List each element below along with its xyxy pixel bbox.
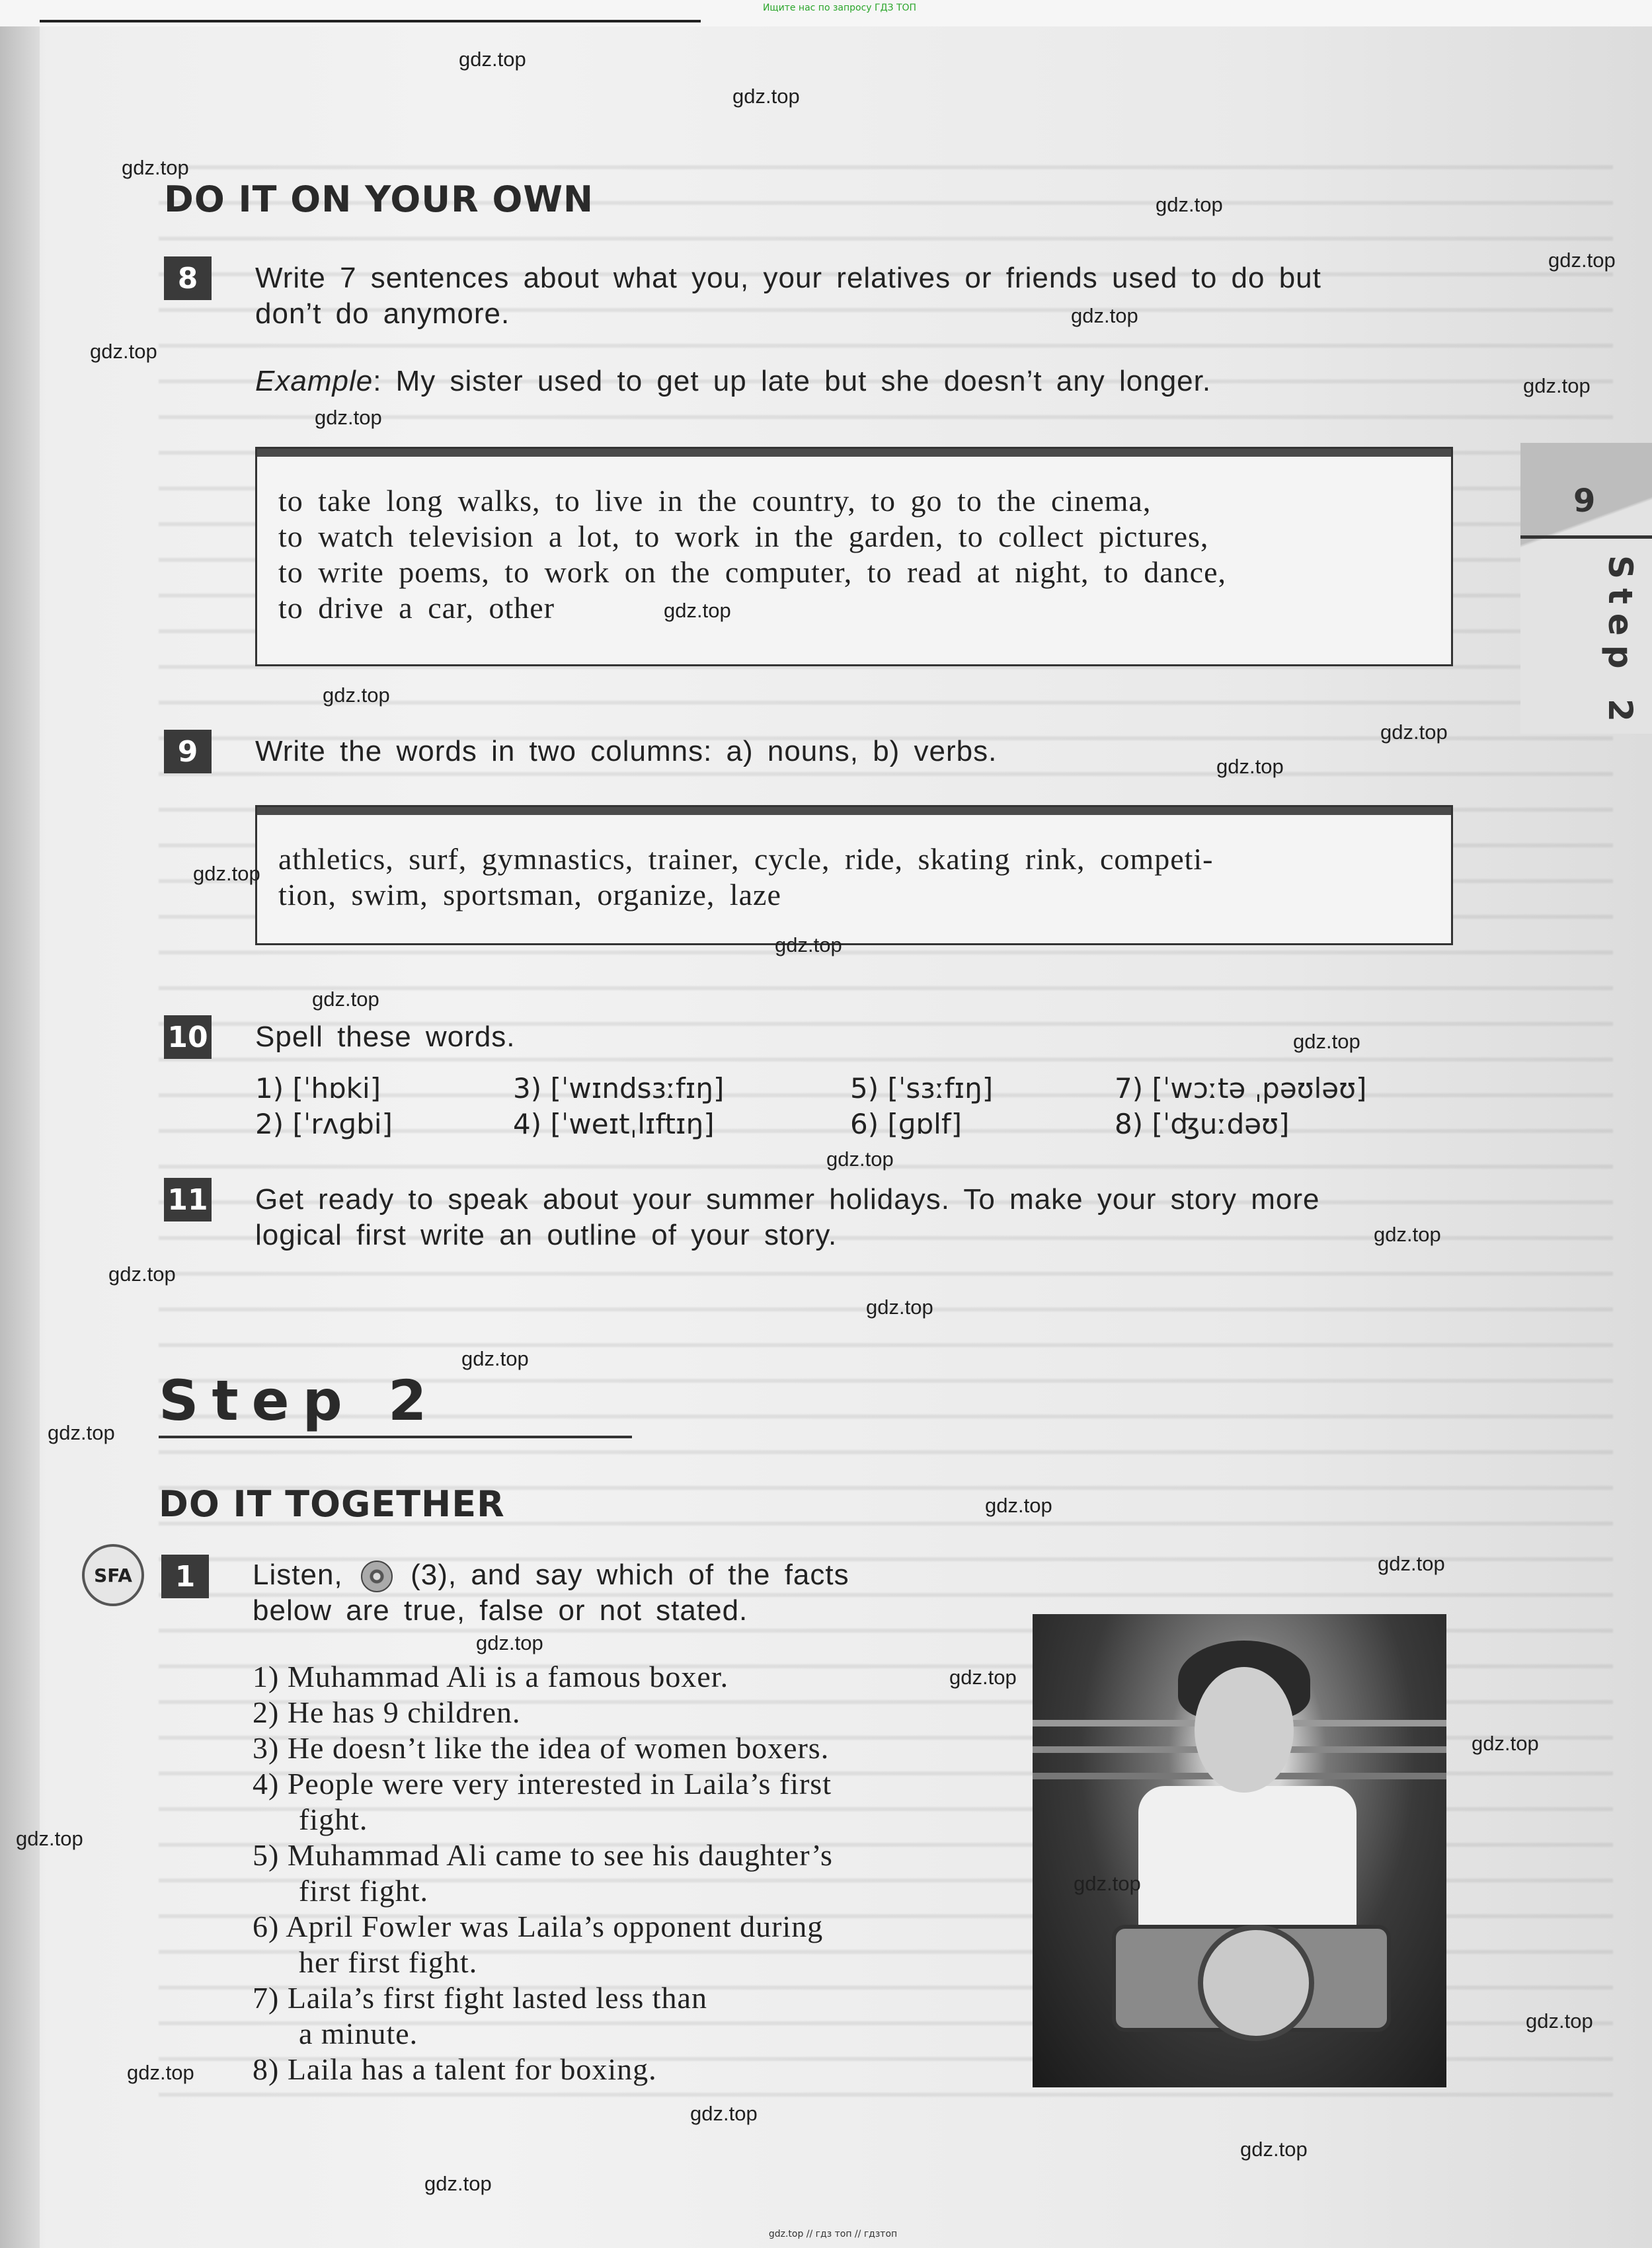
task-8-line-1: Write 7 sentences about what you, your relatives or friends used to do but xyxy=(255,262,1321,294)
phonetic-word-1: 1) [ˈhɒki] xyxy=(255,1072,381,1105)
fact-7-cont: a minute. xyxy=(299,2017,418,2050)
fact-3: 3) He doesn’t like the idea of women boxers. xyxy=(253,1731,830,1765)
bottom-link[interactable]: gdz.top // гдз топ // гдзтоп xyxy=(768,2229,898,2239)
task-1-line-1 xyxy=(253,1557,1013,1593)
watermark: gdz.top xyxy=(323,683,390,707)
fact-7: 7) Laila’s first fight lasted less than xyxy=(253,1981,707,2015)
page-binding-edge xyxy=(0,0,40,2248)
championship-belt-plate xyxy=(1198,1925,1314,2041)
side-tab xyxy=(1520,443,1652,734)
watermark: gdz.top xyxy=(424,2172,492,2195)
watermark: gdz.top xyxy=(664,599,731,622)
fact-1: 1) Muhammad Ali is a famous boxer. xyxy=(253,1660,729,1693)
boxer-face xyxy=(1195,1667,1294,1793)
word-box-8-line-2: to watch television a lot, to work in the garden, to collect pictures, xyxy=(278,520,1209,553)
task-number-9: 9 xyxy=(164,730,212,773)
phonetic-word-8: 8) [ˈʤuːdəʊ] xyxy=(1115,1108,1290,1140)
watermark: gdz.top xyxy=(1240,2138,1308,2161)
word-box-8-line-3: to write poems, to work on the computer, to read at night, to dance, xyxy=(278,555,1227,589)
task-11-line-2: logical first write an outline of your story. xyxy=(255,1219,838,1251)
watermark: gdz.top xyxy=(1378,1552,1445,1575)
word-box-8-line-4: to drive a car, other xyxy=(278,591,555,625)
watermark: gdz.top xyxy=(732,85,800,108)
watermark: gdz.top xyxy=(1293,1030,1360,1053)
side-tab-number: 9 xyxy=(1573,483,1596,520)
task-number-8: 8 xyxy=(164,256,212,300)
task-11-line-1: Get ready to speak about your summer holidays. To make your story more xyxy=(255,1183,1320,1216)
task-9-text: Write the words in two columns: a) nouns, b) verbs. xyxy=(255,735,998,767)
phonetic-word-6: 6) [ɡɒlf] xyxy=(850,1108,963,1140)
task-8-text xyxy=(255,260,1458,332)
fact-4: 4) People were very interested in Laila’s first xyxy=(253,1767,832,1801)
watermark: gdz.top xyxy=(1074,1872,1141,1895)
watermark: gdz.top xyxy=(1374,1223,1441,1246)
watermark: gdz.top xyxy=(690,2102,758,2125)
watermark: gdz.top xyxy=(315,406,382,429)
task-8-line-2: don’t do anymore. xyxy=(255,297,510,330)
watermark: gdz.top xyxy=(1216,755,1284,778)
step-title-rule xyxy=(159,1436,632,1438)
fact-5-cont: first fight. xyxy=(299,1874,428,1908)
word-box-9-line-2: tion, swim, sportsman, organize, laze xyxy=(278,878,781,911)
top-rule xyxy=(40,20,701,22)
section-heading-own: DO IT ON YOUR OWN xyxy=(164,178,594,220)
task-number-10: 10 xyxy=(164,1015,212,1059)
task-number-1: 1 xyxy=(161,1555,209,1598)
watermark: gdz.top xyxy=(1523,374,1591,397)
watermark: gdz.top xyxy=(866,1296,933,1319)
watermark: gdz.top xyxy=(1472,1732,1539,1755)
example-text: : My sister used to get up late but she doesn’t any longer. xyxy=(373,365,1212,397)
word-box-9 xyxy=(255,805,1453,945)
task-11-text xyxy=(255,1182,1458,1253)
cd-audio-icon[interactable] xyxy=(361,1561,393,1592)
watermark: gdz.top xyxy=(193,862,260,885)
word-box-8-text xyxy=(278,483,1433,626)
word-box-8-line-1: to take long walks, to live in the country, to go to the cinema, xyxy=(278,484,1152,518)
watermark: gdz.top xyxy=(127,2061,194,2084)
watermark: gdz.top xyxy=(312,988,379,1011)
top-search-hint[interactable]: Ищите нас по запросу ГДЗ ТОП xyxy=(762,3,917,13)
fact-4-cont: fight. xyxy=(299,1802,368,1836)
task-1-line-1-rest: (3), and say which of the facts xyxy=(411,1559,849,1591)
watermark: gdz.top xyxy=(1548,249,1616,272)
task-1-line-2: below are true, false or not stated. xyxy=(253,1594,748,1627)
phonetic-word-3: 3) [ˈwɪndsɜːfɪŋ] xyxy=(513,1072,725,1105)
task-number-11: 11 xyxy=(164,1178,212,1221)
fact-6: 6) April Fowler was Laila’s opponent during xyxy=(253,1910,824,1943)
watermark: gdz.top xyxy=(1156,193,1223,216)
word-box-8 xyxy=(255,447,1453,666)
fact-6-cont: her first fight. xyxy=(299,1945,478,1979)
fact-2: 2) He has 9 children. xyxy=(253,1695,521,1729)
phonetic-word-5: 5) [ˈsɜːfɪŋ] xyxy=(850,1072,994,1105)
watermark: gdz.top xyxy=(108,1262,176,1286)
task-1-listen: Listen, xyxy=(253,1559,343,1591)
watermark: gdz.top xyxy=(1526,2009,1593,2033)
phonetic-word-4: 4) [ˈweɪtˌlɪftɪŋ] xyxy=(513,1108,715,1140)
task-10-text: Spell these words. xyxy=(255,1021,516,1053)
fact-8: 8) Laila has a talent for boxing. xyxy=(253,2052,657,2086)
task-1-text xyxy=(253,1557,1013,1629)
watermark: gdz.top xyxy=(985,1494,1052,1517)
fact-5: 5) Muhammad Ali came to see his daughter’s xyxy=(253,1838,833,1872)
watermark: gdz.top xyxy=(48,1421,115,1444)
task-8-example xyxy=(255,364,1458,399)
side-tab-label: Step 2 xyxy=(1601,555,1639,731)
sfa-icon: SFA xyxy=(82,1544,144,1606)
watermark: gdz.top xyxy=(949,1666,1017,1689)
boxer-photo xyxy=(1033,1614,1446,2087)
watermark: gdz.top xyxy=(90,340,157,363)
phonetic-word-2: 2) [ˈrʌɡbi] xyxy=(255,1108,393,1140)
word-box-9-text xyxy=(278,841,1433,913)
watermark: gdz.top xyxy=(459,48,526,71)
watermark: gdz.top xyxy=(1071,304,1138,327)
watermark: gdz.top xyxy=(775,933,842,956)
watermark: gdz.top xyxy=(461,1347,529,1370)
example-label: Example xyxy=(255,365,374,397)
step-title: Step 2 xyxy=(159,1368,440,1433)
phonetic-word-7: 7) [ˈwɔːtə ˌpəʊləʊ] xyxy=(1115,1072,1367,1105)
watermark: gdz.top xyxy=(476,1631,543,1654)
watermark: gdz.top xyxy=(16,1827,83,1850)
side-tab-rule xyxy=(1520,535,1652,539)
word-box-9-line-1: athletics, surf, gymnastics, trainer, cycle, ride, skating rink, competi- xyxy=(278,842,1214,876)
watermark: gdz.top xyxy=(1380,720,1448,744)
watermark: gdz.top xyxy=(122,156,189,179)
section-heading-together: DO IT TOGETHER xyxy=(159,1483,505,1525)
watermark: gdz.top xyxy=(826,1147,894,1171)
